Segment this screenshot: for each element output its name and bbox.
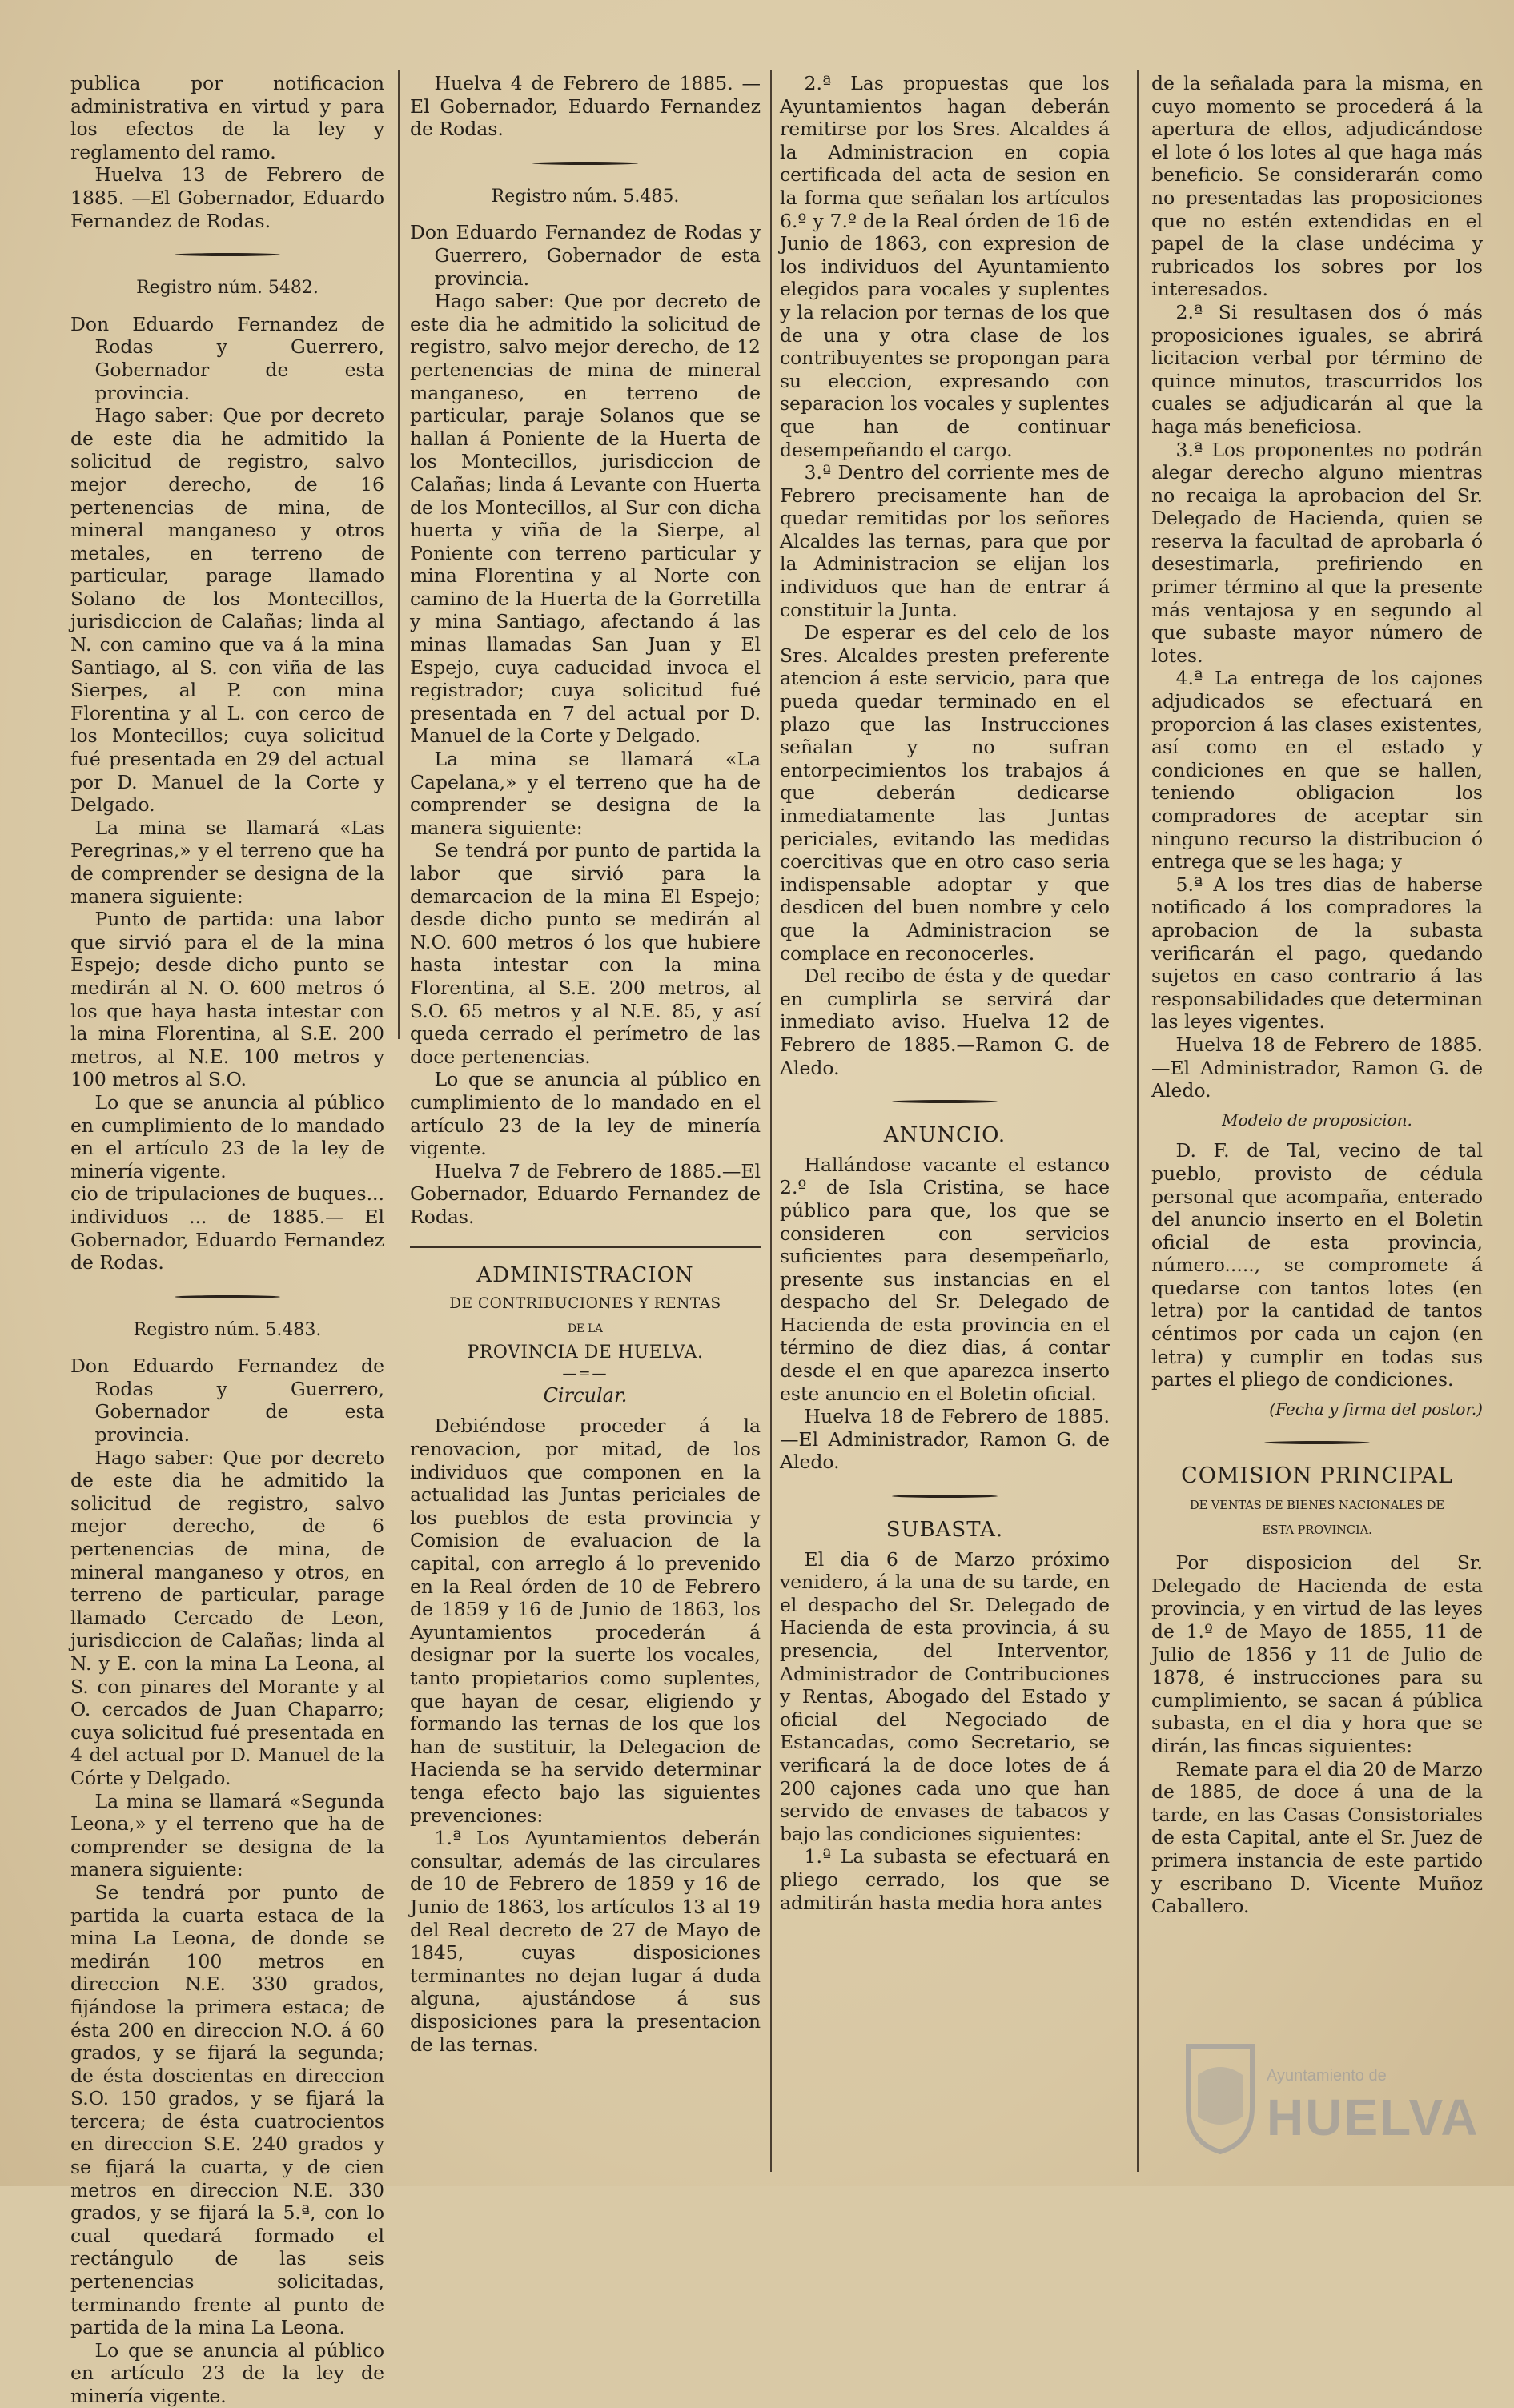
archive-watermark — [1182, 2043, 1484, 2163]
column-rule — [1137, 70, 1139, 2172]
watermark-line2: HUELVA — [1267, 2089, 1480, 2146]
column-rule — [398, 70, 400, 1039]
paragraph: Hago saber: Que por decreto de este dia he admitido la solicitud de registro, salvo mejor derecho, de 16 pertenencias de mina, de mineral manganeso y otros metales, en terreno de particular, parage llamado Solano de los Montecillos, jurisdiccion de Calañas; linda al N. con camino que va á la mina Santiago, al S. con viña de las Sierpes, al P. con mina Florentina y al L. con cerco de los Montecillos; cuya solicitud fué presentada en 29 del actual por D. Manuel de la Corte y Delgado. — [70, 404, 384, 817]
section-subheading: DE VENTAS DE BIENES NACIONALES DE — [1189, 1499, 1445, 1513]
separator — [175, 1295, 280, 1298]
paragraph: 2.ª Si resultasen dos ó más proposiciones iguales, se abrirá licitacion verbal por término de quince minutos, trascurridos los cuales se adjudicarán al que la haga más beneficiosa. — [1151, 300, 1483, 438]
model-signature: (Fecha y firma del postor.) — [1269, 1399, 1483, 1419]
date-signature: Huelva 18 de Febrero de 1885. —El Administrador, Ramon G. de Aledo. — [780, 1405, 1110, 1474]
governor-intro: Don Eduardo Fernandez de Rodas y Guerrero, Gobernador de esta provincia. — [410, 221, 761, 290]
section-subheading: PROVINCIA DE HUELVA. — [467, 1342, 704, 1363]
section-heading: ADMINISTRACION — [476, 1262, 694, 1287]
date-signature: Huelva 7 de Febrero de 1885.—El Gobernador, Eduardo Fernandez de Rodas. — [410, 1159, 761, 1228]
paragraph: 5.ª A los tres dias de haberse notificado á los compradores la aprobacion de la subasta verificarán el pago, quedando sujetos en caso contrario á las responsabilidades que determinan las leyes vigentes. — [1151, 873, 1483, 1033]
paragraph: Se tendrá por punto de partida la cuarta estaca de la mina La Leona, de donde se medirán 100 metros en direccion N.E. 330 grados, fijándose la primera estaca; de ésta 200 en direccion N.O. á 60 grados, y se fijará la segunda; de ésta doscientas en direccion S.O. 150 grados, y se fijará la tercera; de ésta cuatrocientos en direccion S.E. 240 grados y se fijará la cuarta, y de cien metros en direccion N.E. 330 grados, y se fijará la 5.ª, con lo cual quedará formado el rectángulo de las seis pertenencias solicitadas, terminando frente al punto de partida de la mina La Leona. — [70, 1880, 384, 2339]
separator — [892, 1495, 998, 1498]
paragraph: Remate para el dia 20 de Marzo de 1885, de doce á una de la tarde, en las Casas Consistoriales de esta Capital, ante el Sr. Juez de primera instancia de este partido y escribano D. Vicente Muñoz Caballero. — [1151, 1757, 1483, 1918]
section-heading: SUBASTA. — [886, 1518, 1004, 1543]
section-subheading: DE LA — [568, 1322, 603, 1335]
ornament: —=— — [562, 1364, 608, 1382]
paragraph: 3.ª Dentro del corriente mes de Febrero precisamente han de quedar remitidas por los señores Alcaldes las ternas, para que por la Administracion se elijan los individuos que han de entrar á constituir la Junta. — [780, 461, 1110, 621]
section-heading: ANUNCIO. — [883, 1123, 1006, 1148]
column-rule — [770, 70, 772, 2172]
date-signature: Huelva 4 de Febrero de 1885. —El Gobernador, Eduardo Fernandez de Rodas. — [410, 72, 761, 141]
paragraph: Se tendrá por punto de partida la labor que sirvió para la demarcacion de la mina El Espejo; desde dicho punto se medirán al N.O. 600 metros ó los que hubiere hasta intestar con la mina Florentina, al S.E. 200 metros, al S.O. 65 metros y al N.E. 85, y así queda cerrado el perímetro de las doce pertenencias. — [410, 839, 761, 1068]
paragraph: Punto de partida: una labor que sirvió para el de la mina Espejo; desde dicho punto se medirán al N. O. 600 metros ó los que haya hasta intestar con la mina Florentina, al S.E. 200 metros, al N.E. 100 metros y 100 metros al S.O. — [70, 908, 384, 1091]
column-3 — [780, 72, 1110, 2170]
paragraph: Hallándose vacante el estanco 2.º de Isla Cristina, se hace público para que, los que se consideren con servicios suficientes para desempeñarlo, presente sus instancias en el despacho del Sr. Delegado de Hacienda de esta provincia en el término de diez dias, á contar desde el en que aparezca inserto este anuncio en el Boletin oficial. — [780, 1153, 1110, 1405]
paragraph: 4.ª La entrega de los cajones adjudicados se efectuará en proporcion á las clases existentes, así como en el estado y condiciones en que se hallen, teniendo obligacion los compradores de aceptar sin ninguno recurso la distribucion ó entrega que se les haga; y — [1151, 667, 1483, 873]
section-rule — [410, 1246, 761, 1248]
date-signature: Huelva 18 de Febrero de 1885. —El Administrador, Ramon G. de Aledo. — [1151, 1033, 1483, 1102]
separator — [892, 1100, 998, 1103]
paragraph: D. F. de Tal, vecino de tal pueblo, provisto de cédula personal que acompaña, enterado del anuncio inserto en el Boletin oficial de esta provincia, número....., se compromete á quedarse con tantos lotes (en letra) por la cantidad de tantos céntimos por cada un cajon (en letra) y cumplir en todas sus partes el pliego de condiciones. — [1151, 1139, 1483, 1391]
section-heading: COMISION PRINCIPAL — [1181, 1463, 1453, 1489]
paragraph: Lo que se anuncia al público en cumplimiento de lo mandado en el artículo 23 de la ley de minería vigente. — [70, 1090, 384, 1182]
registry-number: Registro núm. 5.483. — [133, 1319, 322, 1340]
paragraph: Del recibo de ésta y de quedar en cumplirla se servirá dar inmediato aviso. Huelva 12 de Febrero de 1885.—Ramon G. de Aledo. — [780, 965, 1110, 1079]
paragraph: De esperar es del celo de los Sres. Alcaldes presten preferente atencion á este servicio, para que pueda quedar terminado en el plazo que las Instrucciones señalan y no sufran entorpecimientos los trabajos á que deberán dedicarse inmediatamente las Juntas periciales, evitando las medidas coercitivas que en otro caso seria indispensable adoptar y que desdicen del buen nombre y celo que la Administracion se complace en reconocerles. — [780, 621, 1110, 965]
paragraph: Hago saber: Que por decreto de este dia he admitido la solicitud de registro, salvo mejor derecho, de 12 pertenencias de mina de mineral manganeso, en terreno de particular, paraje Solanos que se hallan á Poniente de la Huerta de los Montecillos, jurisdiccion de Calañas; linda á Levante con Huerta de los Montecillos, al Sur con dicha huerta y viña de la Sierpe, al Poniente con terreno particular y mina Florentina y al Norte con camino de la Huerta de la Gorretilla y mina Santiago, afectando á las minas llamadas San Juan y El Espejo, cuya caducidad invoca el registrador; cuya solicitud fué presentada en 7 del actual por D. Manuel de la Corte y Delgado. — [410, 290, 761, 748]
paragraph: La mina se llamará «Las Peregrinas,» y el terreno que ha de comprender se designa de la manera siguiente: — [70, 816, 384, 908]
crest-icon — [1182, 2043, 1259, 2155]
paragraph: 2.ª Las propuestas que los Ayuntamientos hagan deberán remitirse por los Sres. Alcaldes á la Administracion en copia certificada del acta de sesion en la forma que señalan los artículos 6.º y 7.º de la Real órden de 16 de Junio de 1863, con expresion de los individuos del Ayuntamiento elegidos para vocales y suplentes y la relacion por ternas de los que de una y otra clase de los contribuyentes se propongan para su eleccion, expresando con separacion los vocales y suplentes que han de continuar desempeñando el cargo. — [780, 72, 1110, 461]
registry-number: Registro núm. 5482. — [136, 278, 319, 299]
circular-title: Circular. — [543, 1383, 628, 1407]
registry-number: Registro núm. 5.485. — [491, 186, 680, 207]
governor-intro: Don Eduardo Fernandez de Rodas y Guerrero, Gobernador de esta provincia. — [70, 1354, 384, 1447]
date-signature: Huelva 13 de Febrero de 1885. —El Gobernador, Eduardo Fernandez de Rodas. — [70, 163, 384, 232]
paragraph: de la señalada para la misma, en cuyo momento se procederá á la apertura de ellos, adjudicándose el lote ó los lotes al que haga más beneficio. Se considerarán como no presentadas las proposiciones que no estén extendidas en el papel de la clase undécima y rubricados los sobres por los interesados. — [1151, 72, 1483, 301]
section-subheading: DE CONTRIBUCIONES Y RENTAS — [449, 1295, 721, 1313]
model-heading: Modelo de proposicion. — [1222, 1110, 1412, 1130]
date-signature: cio de tripulaciones de buques... individuos ... de 1885.— El Gobernador, Eduardo Fernandez de Rodas. — [70, 1182, 384, 1274]
paragraph: 1.ª Los Ayuntamientos deberán consultar, además de las circulares de 10 de Febrero de 1859 y 16 de Junio de 1863, los artículos 13 al 19 del Real decreto de 27 de Mayo de 1845, cuyas disposiciones terminantes no dejan lugar á duda alguna, ajustándose á sus disposiciones para la presentacion de las ternas. — [410, 1827, 761, 2056]
paragraph: Debiéndose proceder á la renovacion, por mitad, de los individuos que componen en la actualidad las Juntas periciales de los pueblos de esta provincia y Comision de evaluacion de la capital, con arreglo á lo prevenido en la Real órden de 10 de Febrero de 1859 y 16 de Junio de 1863, los Ayuntamientos procederán á designar por la suerte los vocales, tanto propietarios como suplentes, que hayan de cesar, eligiendo y formando las ternas de los que los han de sustituir, la Delegacion de Hacienda se ha servido determinar tenga efecto bajo las siguientes prevenciones: — [410, 1415, 761, 1827]
paragraph: Lo que se anuncia al público en artículo 23 de la ley de minería vigente. — [70, 2338, 384, 2407]
paragraph: 3.ª Los proponentes no podrán alegar derecho alguno mientras no recaiga la aprobacion del Sr. Delegado de Hacienda, quien se reserva la facultad de aprobarla ó desestimarla, prefiriendo en primer término al que la presente más ventajosa y en segundo al que subaste mayor número de lotes. — [1151, 438, 1483, 667]
paragraph: publica por notificacion administrativa en virtud y para los efectos de la ley y reglamento del ramo. — [70, 72, 384, 163]
column-2 — [410, 72, 761, 2170]
column-4 — [1151, 72, 1483, 2170]
paragraph: La mina se llamará «Segunda Leona,» y el terreno que ha de comprender se designa de la manera siguiente: — [70, 1789, 384, 1881]
governor-intro: Don Eduardo Fernandez de Rodas y Guerrero, Gobernador de esta provincia. — [70, 312, 384, 404]
paragraph: El dia 6 de Marzo próximo venidero, á la una de su tarde, en el despacho del Sr. Delegado de Hacienda de esta provincia, á su presencia, del Interventor, Administrador de Contribuciones y Rentas, Abogado del Estado y oficial del Negociado de Estancadas, como Secretario, se verificará la de doce lotes de á 200 cajones cada uno que han servido de envases de tabacos y bajo las condiciones siguientes: — [780, 1547, 1110, 1845]
paragraph: 1.ª La subasta se efectuará en pliego cerrado, los que se admitirán hasta media hora antes — [780, 1845, 1110, 1914]
watermark-line1: Ayuntamiento de — [1267, 2067, 1387, 2085]
column-1 — [70, 72, 384, 2407]
separator — [1264, 1441, 1370, 1444]
paragraph: La mina se llamará «La Capelana,» y el terreno que ha de comprender se designa de la manera siguiente: — [410, 748, 761, 839]
paragraph: Lo que se anuncia al público en cumplimiento de lo mandado en el artículo 23 de la ley de minería vigente. — [410, 1068, 761, 1160]
paragraph: Hago saber: Que por decreto de este dia he admitido la solicitud de registro, salvo mejor derecho, de 6 pertenencias de mina, de mineral manganeso y otros, en terreno de particular, parage llamado Cercado de Leon, jurisdiccion de Calañas; linda al N. y E. con la mina La Leona, al S. con pinares del Morante y al O. cercados de Juan Chaparro; cuya solicitud fué presentada en 4 del actual por D. Manuel de la Córte y Delgado. — [70, 1446, 384, 1789]
separator — [175, 253, 280, 256]
paragraph: Por disposicion del Sr. Delegado de Hacienda de esta provincia, y en virtud de las leyes de 1.º de Mayo de 1855, 11 de Julio de 1856 y 11 de Julio de 1878, é instrucciones para su cumplimiento, se sacan á pública subasta, en el dia y hora que se dirán, las fincas siguientes: — [1151, 1551, 1483, 1757]
separator — [532, 162, 638, 165]
section-subheading: ESTA PROVINCIA. — [1262, 1523, 1372, 1537]
